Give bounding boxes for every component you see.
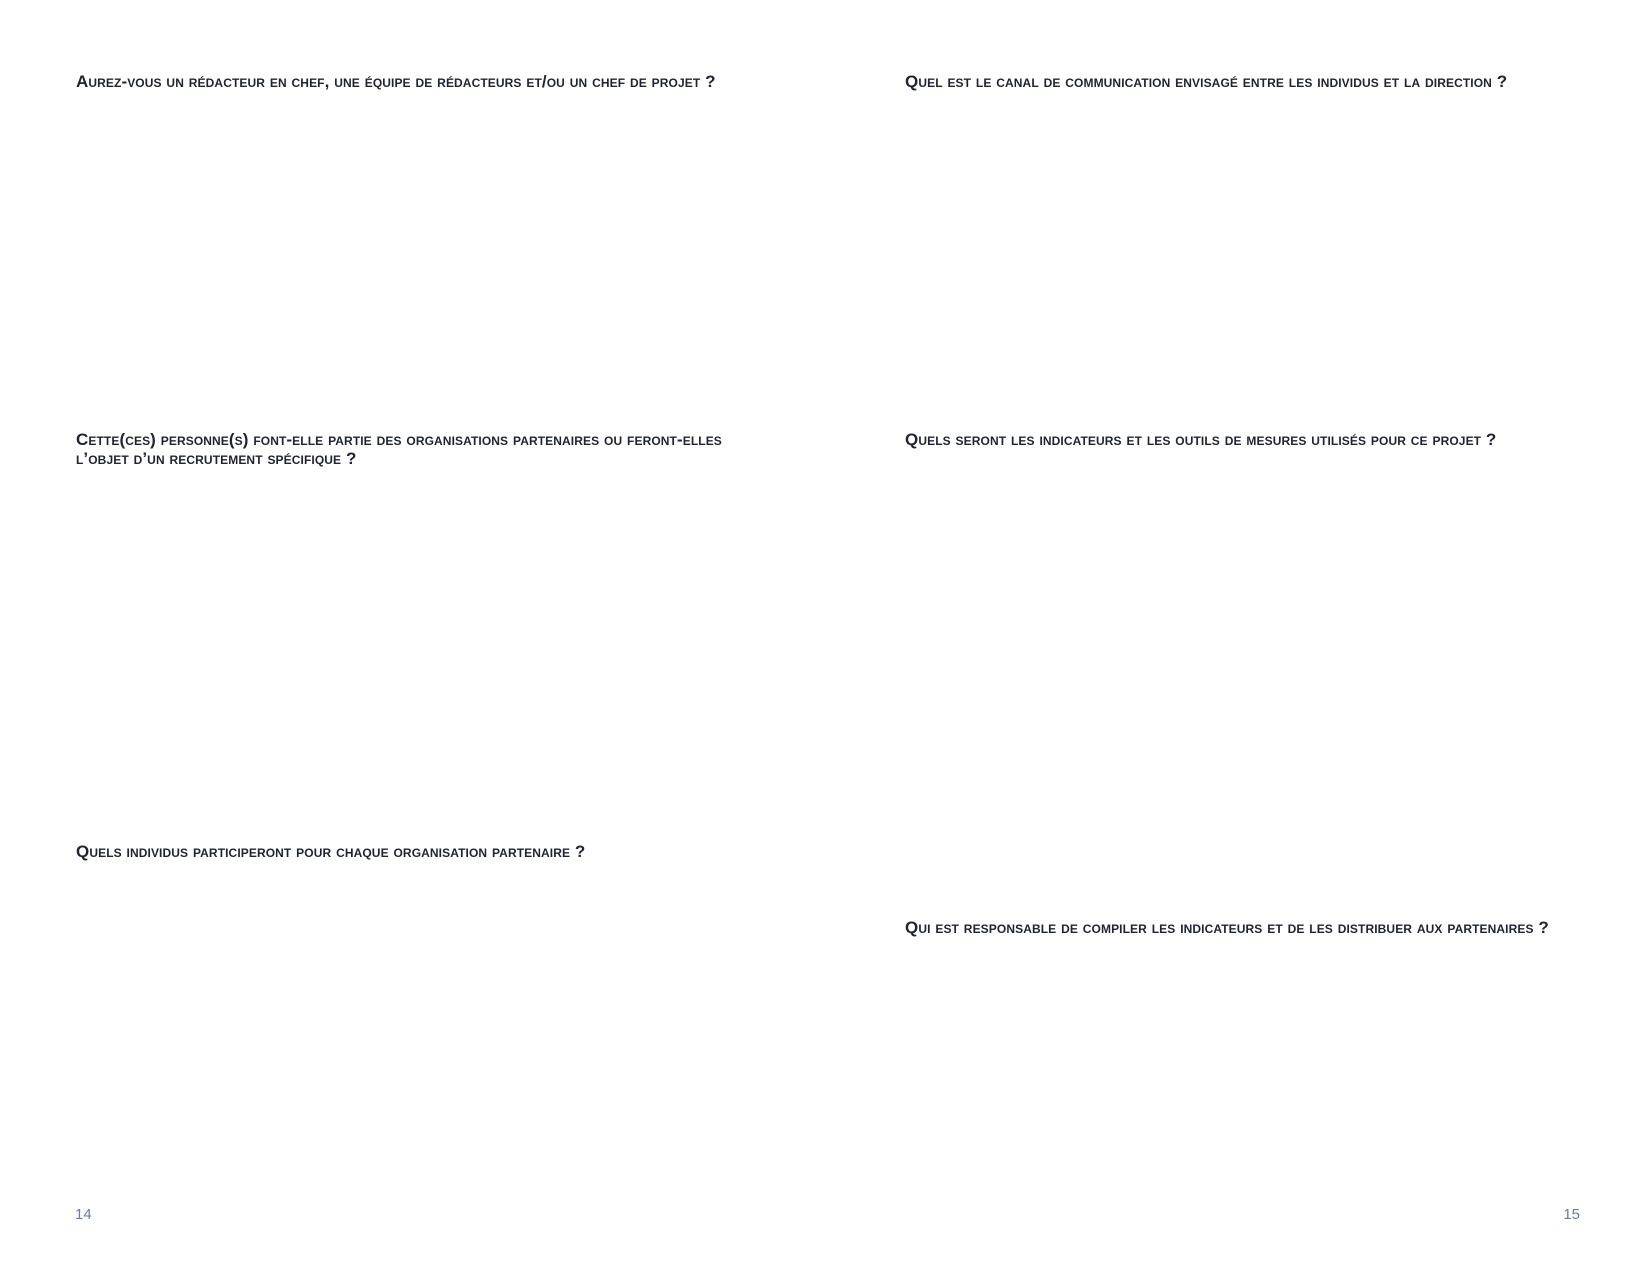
question-partner-participants: Quels individus participeront pour chaque organisation partenaire ? bbox=[76, 842, 586, 861]
question-indicator-responsibility: Qui est responsable de compiler les indicateurs et de les distribuer aux partenaires ? bbox=[905, 918, 1549, 937]
page-number-right: 15 bbox=[1563, 1206, 1580, 1223]
question-personnel-origin: Cette(ces) personne(s) font-elle partie des organisations partenaires ou feront-elles l’objet d’un recrutement spécifique ? bbox=[76, 430, 722, 468]
question-indicators-tools: Quels seront les indicateurs et les outils de mesures utilisés pour ce projet ? bbox=[905, 430, 1497, 449]
right-page bbox=[825, 0, 1650, 1275]
question-editor-team: Aurez-vous un rédacteur en chef, une équipe de rédacteurs et/ou un chef de projet ? bbox=[76, 72, 716, 91]
question-communication-channel: Quel est le canal de communication envisagé entre les individus et la direction ? bbox=[905, 72, 1508, 91]
page-number-left: 14 bbox=[75, 1206, 92, 1223]
